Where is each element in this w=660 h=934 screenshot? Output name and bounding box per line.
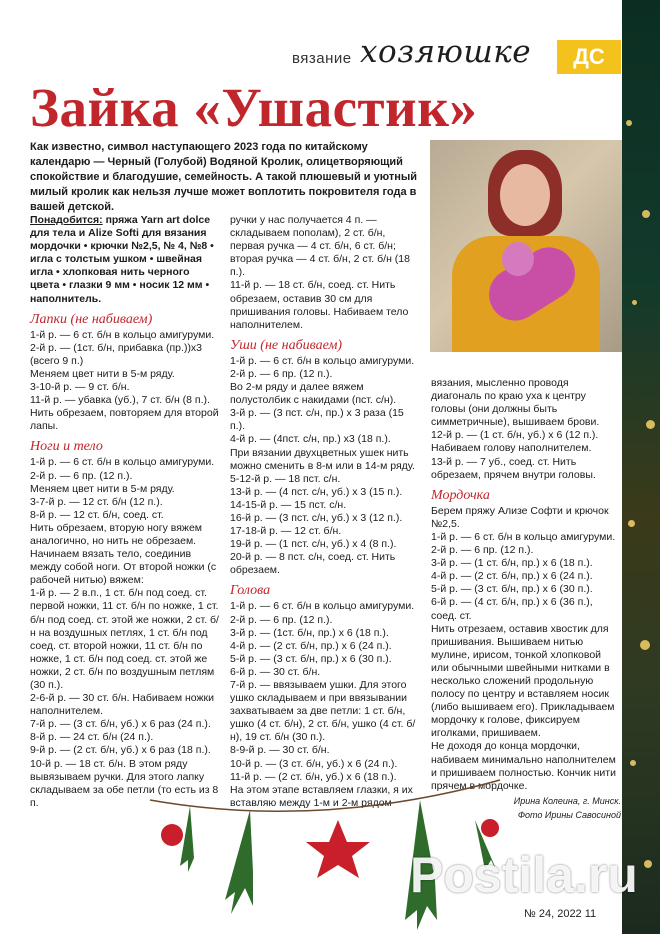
postila-watermark: Postila.ru <box>410 847 638 903</box>
christmas-tree-background <box>622 0 660 934</box>
instruction-line: Берем пряжу Ализе Софти и крючок №2,5. <box>431 504 609 530</box>
photo-credit: Фото Ирины Савосиной <box>517 809 621 820</box>
materials-label: Понадобится: <box>30 214 103 226</box>
heading-golova: Голова <box>230 583 271 599</box>
materials-text: пряжа Yarn art dolce для тела и Alize Softi для вязания мордочки • крючки №2,5, № 4, №8 • игла с толстым ушком • швейная игла • хлопковая нить черного цвета • глазки 9 мм • носик 12 мм • наполнитель. <box>30 214 214 305</box>
instruction-line: 11-й р. — 18 ст. б/н, соед. ст. Нить обрезаем, оставив 30 см для пришивания головы. Набиваем тело наполнителем. <box>230 279 409 331</box>
instruction-line: 1-й р. — 6 ст. б/н в кольцо амигуруми. <box>230 600 415 613</box>
instruction-line: 3-10-й р. — 9 ст. б/н. <box>30 381 130 394</box>
page-footer <box>524 908 596 920</box>
instruction-line: 1-й р. — 6 ст. б/н в кольцо амигуруми. <box>431 530 616 543</box>
red-ornament-icon <box>481 819 499 837</box>
instruction-line: 13-й р. — (4 пст. с/н, уб.) х 3 (15 п.). <box>230 485 403 498</box>
instruction-line: На этом этапе вставляем глазки, я их вставляю между 1-м и 2-м рядом <box>230 783 413 809</box>
page-number: 11 <box>584 908 597 920</box>
instruction-line: 10-й р. — 18 ст. б/н. В этом ряду вывязываем ручки. Для этого лапку складываем за обе петли (то есть из 8 п. <box>30 757 219 809</box>
instruction-line: 1-й р. — 2 в.п., 1 ст. б/н под соед. ст. первой ножки, 11 ст. б/н по ножке, 1 ст. б/н под соед. ст. этой же ножки, 2 ст. б/н на воздушных петлях, 1 ст. б/н под соед. ст. второй ножки, 11 ст. б/н по ножке, 1 ст. б/н под соед. ст. этой же ножки, 2 ст. б/н по воздушным петлям (30 п.). <box>30 587 219 691</box>
mordochka-lines <box>431 505 621 793</box>
instruction-line: 7-й р. — (3 ст. б/н, уб.) х 6 раз (24 п.). <box>30 718 211 731</box>
instruction-line: Нить отрезаем, оставив хвостик для пришивания. Вышиваем нитью мулине, ирисом, тонкой хлопковой или обычными швейными нитками в несколько сложений продольную полосу по центру и вставляем носик (либо вышиваем его). Прикладываем мордочку к голове, фиксируем иголками, пришиваем. <box>431 622 615 740</box>
column-2 <box>230 214 420 810</box>
instruction-line: 2-й р. — 6 пр. (12 п.). <box>431 544 534 557</box>
instruction-line: 2-й р. — 6 пр. (12 п.). <box>230 613 333 626</box>
magazine-logo: ДС <box>557 40 621 74</box>
instruction-line: 3-й р. — (3 пст. с/н, пр.) х 3 раза (15 п.). <box>230 407 404 433</box>
instruction-line: вязания, мысленно проводя диагональ по краю уха к центру головы (они должны быть симметричные), вышиваем брови. <box>431 377 600 429</box>
section-label-big: хозяюшке <box>360 34 532 70</box>
instruction-line: При вязании двухцветных ушек нить можно сменить в 8-м или в 14-м ряду. <box>230 446 415 472</box>
instruction-line: 16-й р. — (3 пст. с/н, уб.) х 3 (12 п.). <box>230 511 403 524</box>
instruction-line: 7-й р. — ввязываем ушки. Для этого ушко складываем и при ввязывании захватываем за две петли: 1 ст. б/н, ушко (4 ст. б/н), 2 ст. б/н, ушко (4 ст. б/н), 19 ст. б/н (30 п.). <box>230 679 416 744</box>
article-title: Зайка «Ушастик» <box>30 77 478 138</box>
instruction-line: 3-й р. — (1ст. б/н, пр.) х 6 (18 п.). <box>230 626 389 639</box>
instruction-line: 17-18-й р. — 12 ст. б/н. <box>230 525 342 538</box>
instruction-line: 3-7-й р. — 12 ст. б/н (12 п.). <box>30 495 163 508</box>
heading-mordochka: Мордочка <box>431 487 490 503</box>
instruction-line: Не доходя до конца мордочки, набиваем минимально наполнителем и пришиваем полностью. Кончик нити прячем в мордочке. <box>431 740 616 792</box>
instruction-line: Нить обрезаем, повторяем для второй лапы. <box>30 407 219 433</box>
heading-lapki: Лапки (не набиваем) <box>30 311 153 327</box>
heading-nogi: Ноги и тело <box>30 439 103 455</box>
section-label-small: вязание <box>292 50 352 67</box>
instruction-line: 8-9-й р. — 30 ст. б/н. <box>230 744 330 757</box>
instruction-line: 6-й р. — (4 ст. б/н, пр.) х 6 (36 п.), соед. ст. <box>431 596 593 622</box>
instruction-line: 4-й р. — (2 ст. б/н, пр.) х 6 (24 п.). <box>431 570 593 583</box>
instruction-line: 1-й р. — 6 ст. б/н в кольцо амигуруми. <box>30 456 215 469</box>
instruction-line: Меняем цвет нити в 5-м ряду. <box>30 482 175 495</box>
ushi-lines <box>230 355 420 578</box>
instruction-line: 8-й р. — 12 ст. б/н, соед. ст. <box>30 508 164 521</box>
instruction-line: 5-12-й р. — 18 пст. с/н. <box>230 472 341 485</box>
author-credit: Ирина Колеина, г. Минск. <box>513 795 621 806</box>
instruction-line: 2-й р. — 6 пр. (12 п.). <box>230 367 333 380</box>
instruction-line: 19-й р. — (1 пст. с/н, уб.) х 4 (8 п.). <box>230 538 397 551</box>
heading-ushi: Уши (не набиваем) <box>230 337 343 353</box>
instruction-line: 1-й р. — 6 ст. б/н в кольцо амигуруми. <box>230 354 415 367</box>
col3-lines <box>431 377 621 482</box>
instruction-line: 4-й р. — (2 ст. б/н, пр.) х 6 (24 п.). <box>230 639 392 652</box>
christmas-garland <box>0 757 622 930</box>
instruction-line: 5-й р. — (3 ст. б/н, пр.) х 6 (30 п.). <box>431 583 593 596</box>
instruction-line: 2-й р. — 6 пр. (12 п.). <box>30 469 133 482</box>
instruction-line: 3-й р. — (1 ст. б/н, пр.) х 6 (18 п.). <box>431 557 593 570</box>
instruction-line: 6-й р. — 30 ст. б/н. <box>230 665 321 678</box>
instruction-line: 8-й р. — 24 ст. б/н (24 п.). <box>30 731 154 744</box>
woman-with-bunny-photo <box>430 140 622 352</box>
instruction-line: 5-й р. — (3 ст. б/н, пр.) х 6 (30 п.). <box>230 652 392 665</box>
article-intro: Как известно, символ наступающего 2023 года по китайскому календарю — Черный (Голубой) Водяной Кролик, олицетворяющий спокойствие и благодушие, семейность. А такой плюшевый и уютный милый кролик как нельзя лучше может воплотить покровителя года в вашей детской. <box>30 141 418 213</box>
instruction-line: 2-й р. — (1ст. б/н, прибавка (пр.))х3 (всего 9 п.) <box>30 341 203 367</box>
instruction-line: 20-й р. — 8 пст. с/н, соед. ст. Нить обрезаем. <box>230 551 396 577</box>
instruction-line: 9-й р. — (2 ст. б/н, уб.) х 6 раз (18 п.). <box>30 744 211 757</box>
instruction-line: Во 2-м ряду и далее вяжем полустолбик с накидами (пст. с/н). <box>230 381 397 407</box>
red-ornament-icon <box>161 824 183 846</box>
instruction-line: Меняем цвет нити в 5-м ряду. <box>30 367 175 380</box>
ruchki-lines <box>230 214 420 332</box>
instruction-line: 12-й р. — (1 ст. б/н, уб.) х 6 (12 п.). Набиваем голову наполнителем. <box>431 429 599 455</box>
lapki-lines <box>30 329 220 434</box>
instruction-line: 11-й р. — (2 ст. б/н, уб.) х 6 (18 п.). <box>230 770 397 783</box>
instruction-line: Нить обрезаем, вторую ногу вяжем аналогично, но нить не обрезаем. Начинаем вязать тело, соединив между собой ноги. От второй ножки (с рабочей нитью) вяжем: <box>30 521 217 587</box>
instruction-line: ручки у нас получается 4 п. — складываем пополам), 2 ст. б/н, первая ручка — 4 ст. б/н, 6 ст. б/н; вторая ручка — 4 ст. б/н, 2 ст. б/н (18 п.). <box>230 214 410 279</box>
instruction-line: 10-й р. — (3 ст. б/н, уб.) х 6 (24 п.). <box>230 757 398 770</box>
red-star-icon <box>306 820 370 878</box>
column-3 <box>431 377 621 821</box>
instruction-line: 1-й р. — 6 ст. б/н в кольцо амигуруми. <box>30 328 215 341</box>
instruction-line: 4-й р. — (4пст. с/н, пр.) х3 (18 п.). <box>230 433 391 446</box>
issue-number: № 24, 2022 <box>524 908 582 920</box>
instruction-line: 2-6-й р. — 30 ст. б/н. Набиваем ножки наполнителем. <box>30 692 215 718</box>
instruction-line: 11-й р. — убавка (уб.), 7 ст. б/н (8 п.). <box>30 394 210 407</box>
instruction-line: 14-15-й р. — 15 пст. с/н. <box>230 498 347 511</box>
nogi-lines <box>30 456 220 810</box>
column-1 <box>30 214 220 810</box>
materials-list <box>30 214 220 306</box>
instruction-line: 13-й р. — 7 уб., соед. ст. Нить обрезаем, прячем внутри головы. <box>431 455 596 481</box>
